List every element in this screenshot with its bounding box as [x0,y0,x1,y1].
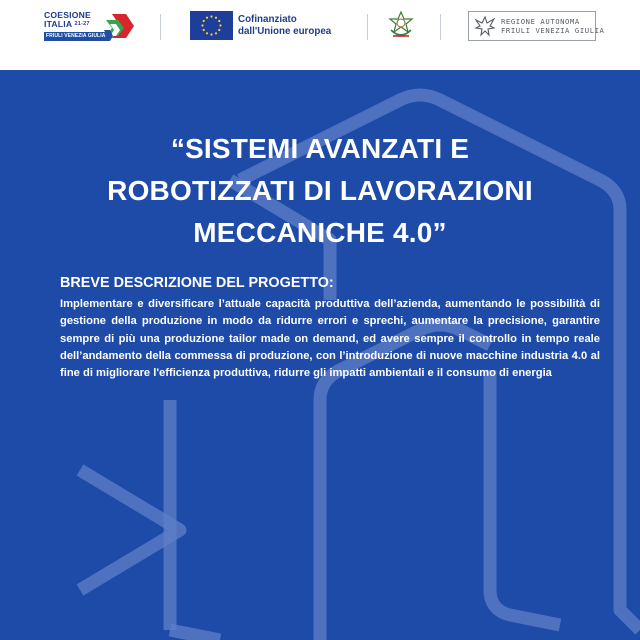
project-title [40,128,600,254]
regione-fvg-logo [468,11,605,41]
eu-flag-icon [190,11,233,40]
coesione-arrows-icon [104,10,138,42]
eu-cofinanced-logo [190,11,350,41]
regione-fvg-text [501,18,604,35]
project-panel [0,70,640,640]
italian-republic-emblem-icon [387,10,415,40]
coesione-italia-logo [44,9,138,43]
eu-text-line2: dall'Unione europea [238,26,332,37]
description-heading: BREVE DESCRIZIONE DEL PROGETTO: [60,275,334,291]
header-divider [367,14,368,40]
title-line: ROBOTIZZATI DI LAVORAZIONI [107,175,533,206]
description-body: Implementare e diversificare l’attuale capacità produttiva dell’azienda, aumentando le possibilità di gestione della produzione in modo da ridurre errori e sprechi, aumentare la precisione, garantire sempre di più una produzione tailor made on demand, ed avere sempre il controllo in tempo reale dell’andamento della commessa di produzione, con l’introduzione di nuove macchine industria 4.0 al fine di migliorare l'efficienza produttiva, ridurre gli impatti ambientali e il consumo di energia [60,298,600,380]
header-divider [160,14,161,40]
eu-text-line1: Cofinanziato [238,14,297,25]
fvg-text-line1: REGIONE AUTONOMA [501,17,580,26]
logo-header [0,0,640,70]
title-line: MECCANICHE 4.0” [193,217,447,248]
header-divider [440,14,441,40]
title-line: “SISTEMI AVANZATI E [170,133,470,164]
coesione-region: FRIULI VENEZIA GIULIA [46,33,106,39]
eu-cofinanced-text [238,14,331,38]
coesione-years: 21-27 [74,21,90,27]
coesione-line2: ITALIA $^{21-27}$ [44,19,90,29]
coesione-line1: COESIONE [44,10,91,20]
fvg-text-line2: FRIULI VENEZIA GIULIA [501,25,605,35]
eagle-icon [473,14,497,38]
